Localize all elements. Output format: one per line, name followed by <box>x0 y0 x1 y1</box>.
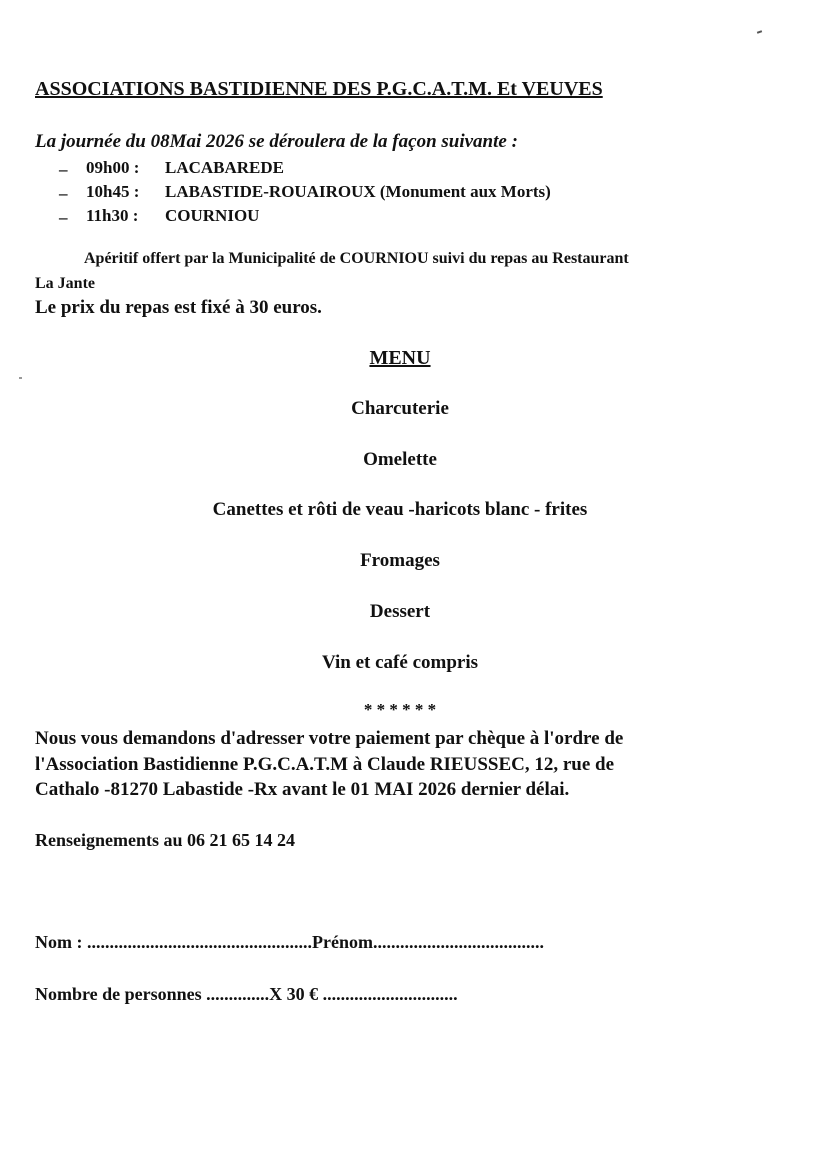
menu-separator: * * * * * * <box>363 700 437 719</box>
menu-item: Vin et café compris <box>322 652 478 673</box>
schedule-time: 11h30 : <box>86 206 139 225</box>
schedule-dash: – <box>59 184 68 203</box>
meal-price: Le prix du repas est fixé à 30 euros. <box>35 297 322 318</box>
scan-speck <box>757 30 762 34</box>
scan-speck <box>19 377 22 379</box>
menu-item: Fromages <box>360 550 440 571</box>
menu-item: Omelette <box>363 449 437 470</box>
payment-line-3: Cathalo -81270 Labastide -Rx avant le 01 MAI 2026 dernier délai. <box>35 779 570 800</box>
schedule-dash: – <box>59 208 68 227</box>
intro-line: La journée du 08Mai 2026 se déroulera de la façon suivante : <box>35 131 518 152</box>
schedule-place: LACABAREDE <box>165 158 285 177</box>
schedule-dash: – <box>59 160 68 179</box>
info-phone: Renseignements au 06 21 65 14 24 <box>35 830 295 850</box>
menu-item: Charcuterie <box>351 398 449 419</box>
payment-line-2: l'Association Bastidienne P.G.C.A.T.M à Claude RIEUSSEC, 12, rue de <box>35 754 615 775</box>
schedule-place: LABASTIDE-ROUAIROUX (Monument aux Morts) <box>165 182 551 201</box>
menu-title: MENU <box>369 347 431 369</box>
name-form-line[interactable]: Nom : ..................................................Prénom...................................... <box>35 932 544 952</box>
schedule-time: 10h45 : <box>86 182 140 201</box>
payment-line-1: Nous vous demandons d'adresser votre paiement par chèque à l'ordre de <box>35 728 624 749</box>
aperitif-line-1: Apéritif offert par la Municipalité de COURNIOU suivi du repas au Restaurant <box>84 250 629 267</box>
count-form-line[interactable]: Nombre de personnes ..............X 30 € .............................. <box>35 984 458 1004</box>
association-title: ASSOCIATIONS BASTIDIENNE DES P.G.C.A.T.M. Et VEUVES <box>35 78 603 100</box>
menu-item: Dessert <box>369 601 431 622</box>
schedule-place: COURNIOU <box>165 206 260 225</box>
aperitif-line-2: La Jante <box>35 275 95 292</box>
schedule-time: 09h00 : <box>86 158 140 177</box>
menu-item: Canettes et rôti de veau -haricots blanc - frites <box>212 499 588 520</box>
